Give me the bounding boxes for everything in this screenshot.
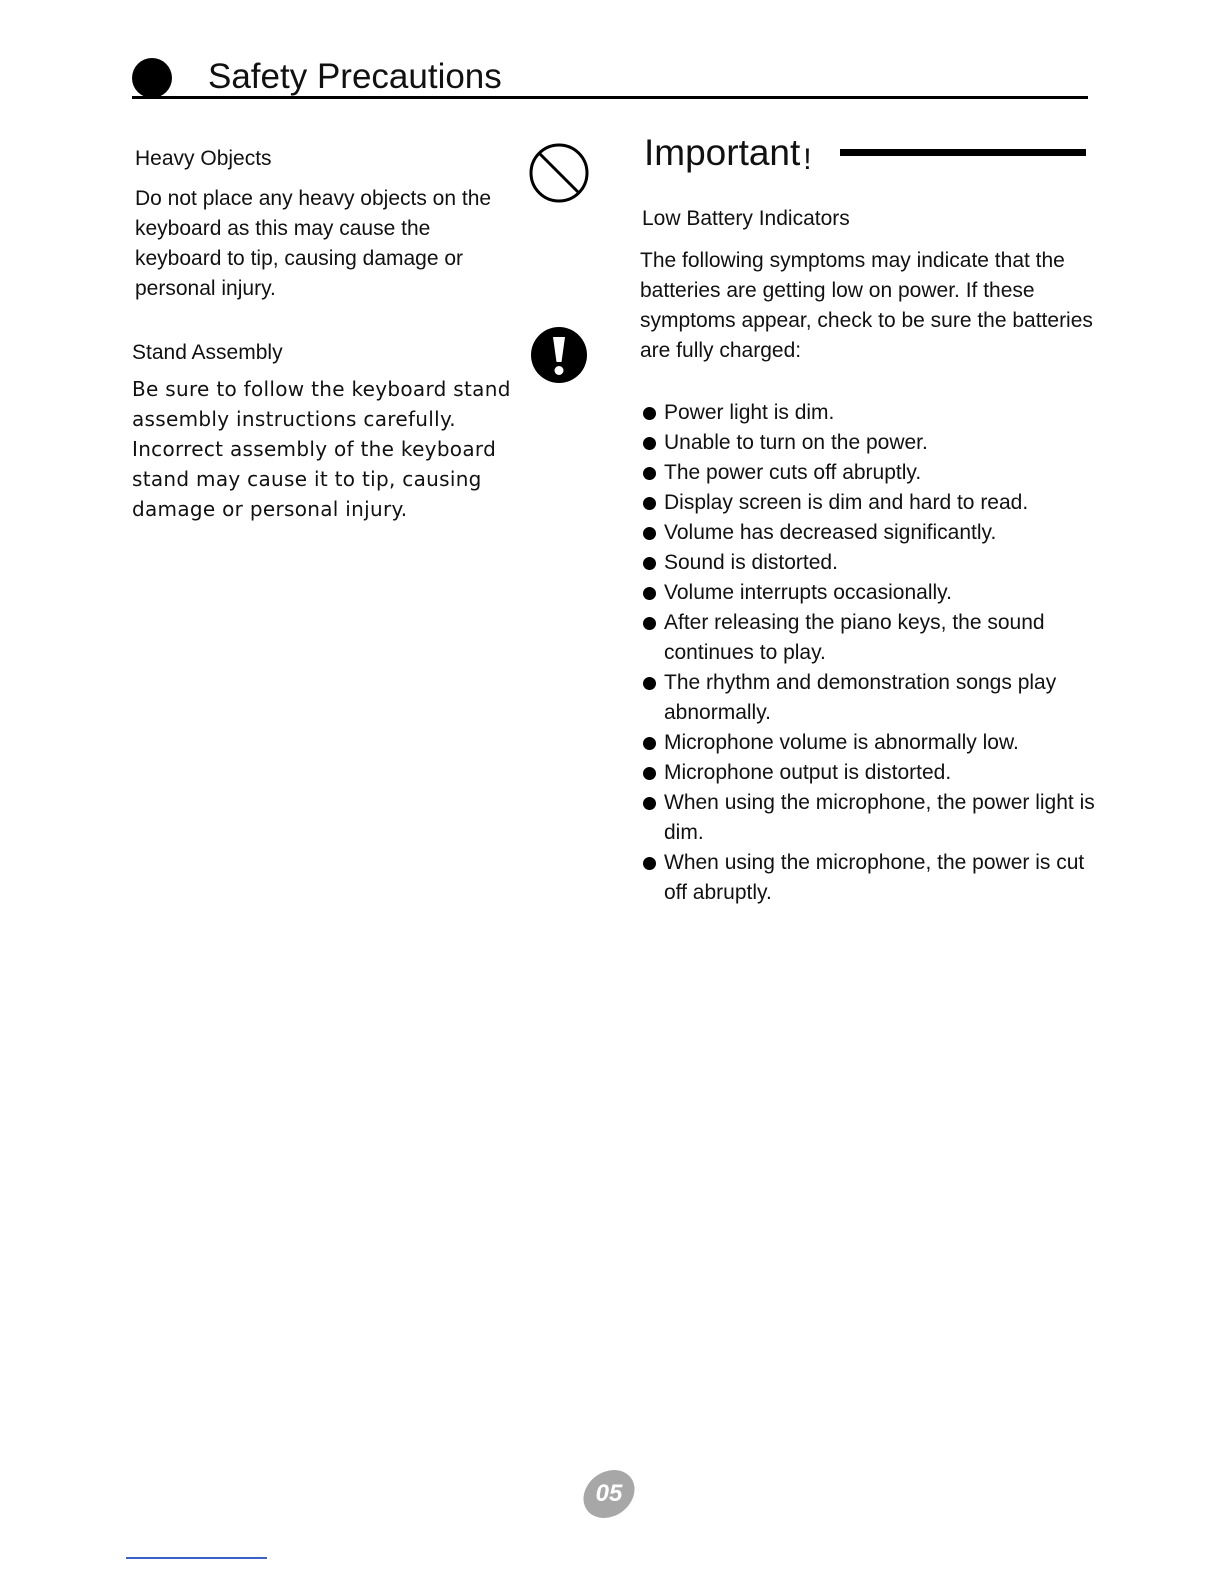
stand-assembly-section — [132, 340, 522, 524]
list-item: Microphone volume is abnormally low. — [640, 728, 1100, 758]
important-divider — [840, 149, 1086, 156]
header-divider — [132, 96, 1088, 99]
exclamation-icon — [530, 326, 588, 384]
list-item: Volume interrupts occasionally. — [640, 578, 1100, 608]
low-battery-heading: Low Battery Indicators — [642, 207, 850, 230]
low-battery-intro: The following symptoms may indicate that the batteries are getting low on power. If these symptoms appear, check to be sure the batteries are fully charged: — [640, 249, 1093, 362]
page-number: 05 — [595, 1480, 623, 1507]
symptom-list — [640, 398, 1100, 908]
low-battery-section — [640, 206, 1100, 908]
heavy-objects-heading: Heavy Objects — [135, 147, 272, 170]
list-item: The rhythm and demonstration songs play abnormally. — [640, 668, 1100, 728]
list-item: Power light is dim. — [640, 398, 1100, 428]
footer-rule — [126, 1557, 267, 1559]
prohibited-icon — [528, 142, 590, 204]
list-item: Display screen is dim and hard to read. — [640, 488, 1100, 518]
important-heading — [644, 130, 812, 179]
stand-assembly-text: Be sure to follow the keyboard stand assembly instructions carefully. Incorrect assembly of the keyboard stand may cause it to tip, causing damage or personal injury. — [132, 377, 511, 521]
stand-assembly-heading: Stand Assembly — [132, 341, 283, 364]
list-item: Volume has decreased significantly. — [640, 518, 1100, 548]
page-title: Safety Precautions — [208, 57, 502, 96]
list-item: Sound is distorted. — [640, 548, 1100, 578]
list-item: When using the microphone, the power is cut off abruptly. — [640, 848, 1100, 908]
heavy-objects-text: Do not place any heavy objects on the keyboard as this may cause the keyboard to tip, causing damage or personal injury. — [135, 187, 492, 300]
heavy-objects-section — [132, 146, 522, 304]
list-item: Microphone output is distorted. — [640, 758, 1100, 788]
important-title-text: Important — [644, 132, 801, 173]
list-item: When using the microphone, the power light is dim. — [640, 788, 1100, 848]
list-item: After releasing the piano keys, the sound continues to play. — [640, 608, 1100, 668]
list-item: The power cuts off abruptly. — [640, 458, 1100, 488]
header-bullet-icon — [132, 58, 172, 98]
list-item: Unable to turn on the power. — [640, 428, 1100, 458]
important-bang: ! — [803, 143, 812, 176]
